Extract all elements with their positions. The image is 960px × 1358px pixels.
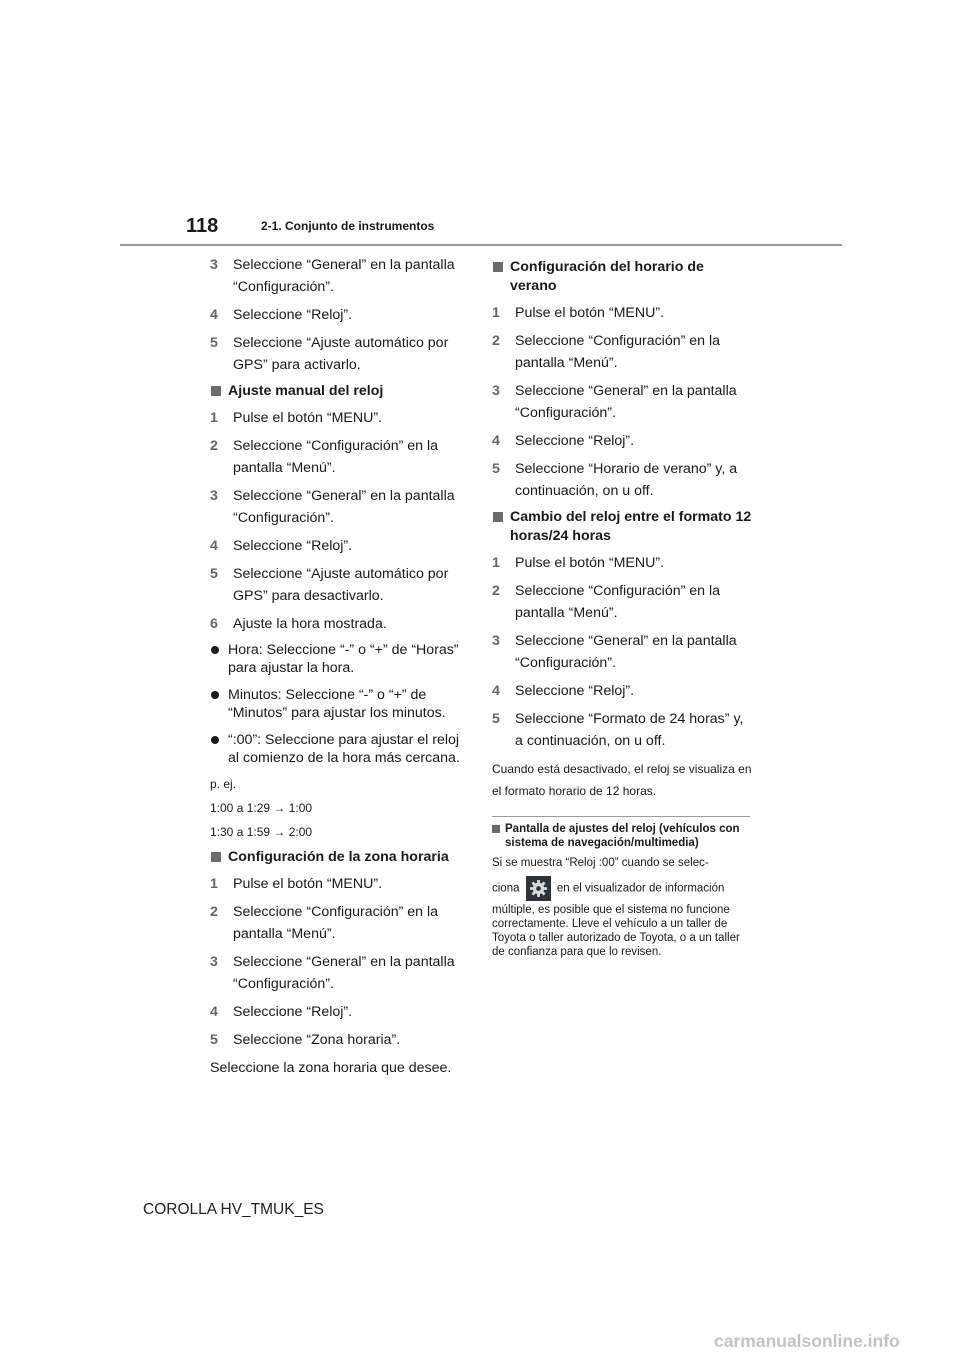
page-number: 118 xyxy=(186,215,219,237)
step-text: Pulse el botón “MENU”. xyxy=(515,305,665,321)
format-note: Cuando está desactivado, el reloj se visualiza en el formato horario de 12 horas. xyxy=(492,762,752,798)
note-text: Si se muestra “Reloj :00” cuando se selec- xyxy=(492,857,709,869)
right-column xyxy=(492,254,752,959)
step-number: 2 xyxy=(492,333,500,349)
step-text: Seleccione “Reloj”. xyxy=(233,307,353,323)
step-number: 2 xyxy=(492,583,500,599)
bullet-dot-icon xyxy=(211,691,219,699)
step-number: 6 xyxy=(210,616,218,632)
bullet-dot-icon xyxy=(211,646,219,654)
section-heading-format: Cambio del reloj entre el formato 12 horas/24 horas xyxy=(492,508,752,546)
step-item xyxy=(210,485,468,529)
header-divider xyxy=(120,244,842,246)
step-item xyxy=(492,458,752,502)
square-bullet-icon xyxy=(493,512,503,522)
step-number: 4 xyxy=(492,433,500,449)
step-number: 2 xyxy=(210,438,218,454)
step-text: Seleccione “Reloj”. xyxy=(515,433,635,449)
step-item xyxy=(210,901,468,945)
note-divider xyxy=(492,816,750,817)
step-number: 5 xyxy=(210,335,218,351)
step-number: 4 xyxy=(492,683,500,699)
step-item xyxy=(210,332,468,376)
step-item xyxy=(210,535,468,557)
step-item xyxy=(210,1001,468,1023)
step-text: Seleccione “General” en la pantalla “Configuración”. xyxy=(515,633,737,671)
bullet-dot-icon xyxy=(211,736,219,744)
step-text: Seleccione “General” en la pantalla “Configuración”. xyxy=(233,488,455,526)
step-item xyxy=(210,1029,468,1051)
bullet-text: Minutos: Seleccione “-” o “+” de “Minutos” para ajustar los minutos. xyxy=(228,687,446,721)
step-item xyxy=(210,563,468,607)
step-item xyxy=(492,708,752,752)
square-bullet-icon xyxy=(211,852,221,862)
step-number: 5 xyxy=(210,566,218,582)
left-column xyxy=(210,254,468,1079)
step-item xyxy=(492,380,752,424)
step-number: 3 xyxy=(210,954,218,970)
step-text: Seleccione “Zona horaria”. xyxy=(233,1032,401,1048)
step-text: Seleccione “Reloj”. xyxy=(515,683,635,699)
step-number: 1 xyxy=(492,305,500,321)
section-heading-zone: Configuración de la zona horaria xyxy=(210,848,468,867)
bullet-item xyxy=(210,731,468,767)
note-heading: Pantalla de ajustes del reloj (vehículos con sistema de navegación/multimedia) xyxy=(492,822,752,850)
example-label: p. ej. xyxy=(210,777,237,791)
bullet-text: Hora: Seleccione “-” o “+” de “Horas” para ajustar la hora. xyxy=(228,642,459,676)
note-text: múltiple, es posible que el sistema no funcione correctamente. Lleve el vehículo a un taller de Toyota o taller autorizado de Toyota, o a un taller de confianza para que lo revisen. xyxy=(492,904,740,958)
step-number: 4 xyxy=(210,307,218,323)
step-number: 4 xyxy=(210,1004,218,1020)
footer-model: COROLLA HV_TMUK_ES xyxy=(143,1201,324,1218)
step-text: Seleccione “General” en la pantalla “Configuración”. xyxy=(515,383,737,421)
step-list xyxy=(210,254,468,376)
step-item xyxy=(210,304,468,326)
step-number: 3 xyxy=(210,257,218,273)
step-number: 3 xyxy=(492,633,500,649)
step-number: 4 xyxy=(210,538,218,554)
step-number: 1 xyxy=(492,555,500,571)
note-text-with-icon: ciona en el visualizador de información xyxy=(492,876,752,901)
step-number: 5 xyxy=(210,1032,218,1048)
step-list xyxy=(210,873,468,1051)
step-text: Seleccione “Reloj”. xyxy=(233,538,353,554)
step-item xyxy=(210,407,468,429)
step-text: Seleccione “Configuración” en la pantalla “Menú”. xyxy=(233,438,439,476)
step-text: Seleccione “Configuración” en la pantalla “Menú”. xyxy=(515,333,721,371)
step-item xyxy=(210,613,468,635)
step-item xyxy=(492,430,752,452)
step-list xyxy=(492,302,752,502)
step-text: Seleccione “Horario de verano” y, a continuación, on u off. xyxy=(515,461,738,499)
step-list xyxy=(210,407,468,635)
step-text: Seleccione “General” en la pantalla “Configuración”. xyxy=(233,257,455,295)
bullet-list xyxy=(210,641,468,767)
step-text: Pulse el botón “MENU”. xyxy=(233,410,383,426)
bullet-item xyxy=(210,686,468,722)
step-item xyxy=(210,254,468,298)
step-number: 2 xyxy=(210,904,218,920)
step-text: Pulse el botón “MENU”. xyxy=(233,876,383,892)
gear-icon xyxy=(526,876,551,901)
section-heading-dst: Configuración del horario de verano xyxy=(492,258,752,296)
step-text: Seleccione “Ajuste automático por GPS” para desactivarlo. xyxy=(233,566,449,604)
step-item xyxy=(210,873,468,895)
step-number: 1 xyxy=(210,410,218,426)
bullet-item xyxy=(210,641,468,677)
step-item xyxy=(210,951,468,995)
step-text: Seleccione “Ajuste automático por GPS” para activarlo. xyxy=(233,335,449,373)
step-list xyxy=(492,552,752,752)
step-number: 5 xyxy=(492,461,500,477)
section-heading-manual: Ajuste manual del reloj xyxy=(210,382,468,401)
step-text: Seleccione “Formato de 24 horas” y, a continuación, on u off. xyxy=(515,711,744,749)
watermark: carmanualsonline.info xyxy=(714,1331,900,1351)
step-item xyxy=(492,330,752,374)
square-bullet-icon xyxy=(211,386,221,396)
square-bullet-icon xyxy=(492,825,500,833)
step-number: 1 xyxy=(210,876,218,892)
square-bullet-icon xyxy=(493,262,503,272)
example-line: 1:30 a 1:59 → 2:00 xyxy=(210,825,313,839)
step-item xyxy=(492,552,752,574)
step-text: Pulse el botón “MENU”. xyxy=(515,555,665,571)
bullet-text: “:00”: Seleccione para ajustar el reloj al comienzo de la hora más cercana. xyxy=(228,732,460,766)
step-item xyxy=(492,630,752,674)
paragraph: Seleccione la zona horaria que desee. xyxy=(210,1060,452,1076)
step-text: Ajuste la hora mostrada. xyxy=(233,616,387,632)
step-item xyxy=(492,302,752,324)
step-item xyxy=(492,680,752,702)
step-text: Seleccione “Configuración” en la pantalla “Menú”. xyxy=(233,904,439,942)
step-text: Seleccione “Configuración” en la pantalla “Menú”. xyxy=(515,583,721,621)
step-item xyxy=(210,435,468,479)
step-number: 3 xyxy=(210,488,218,504)
step-text: Seleccione “Reloj”. xyxy=(233,1004,353,1020)
example-line: 1:00 a 1:29 → 1:00 xyxy=(210,801,313,815)
step-item xyxy=(492,580,752,624)
step-number: 5 xyxy=(492,711,500,727)
step-number: 3 xyxy=(492,383,500,399)
step-text: Seleccione “General” en la pantalla “Configuración”. xyxy=(233,954,455,992)
section-title: 2-1. Conjunto de instrumentos xyxy=(261,219,435,233)
